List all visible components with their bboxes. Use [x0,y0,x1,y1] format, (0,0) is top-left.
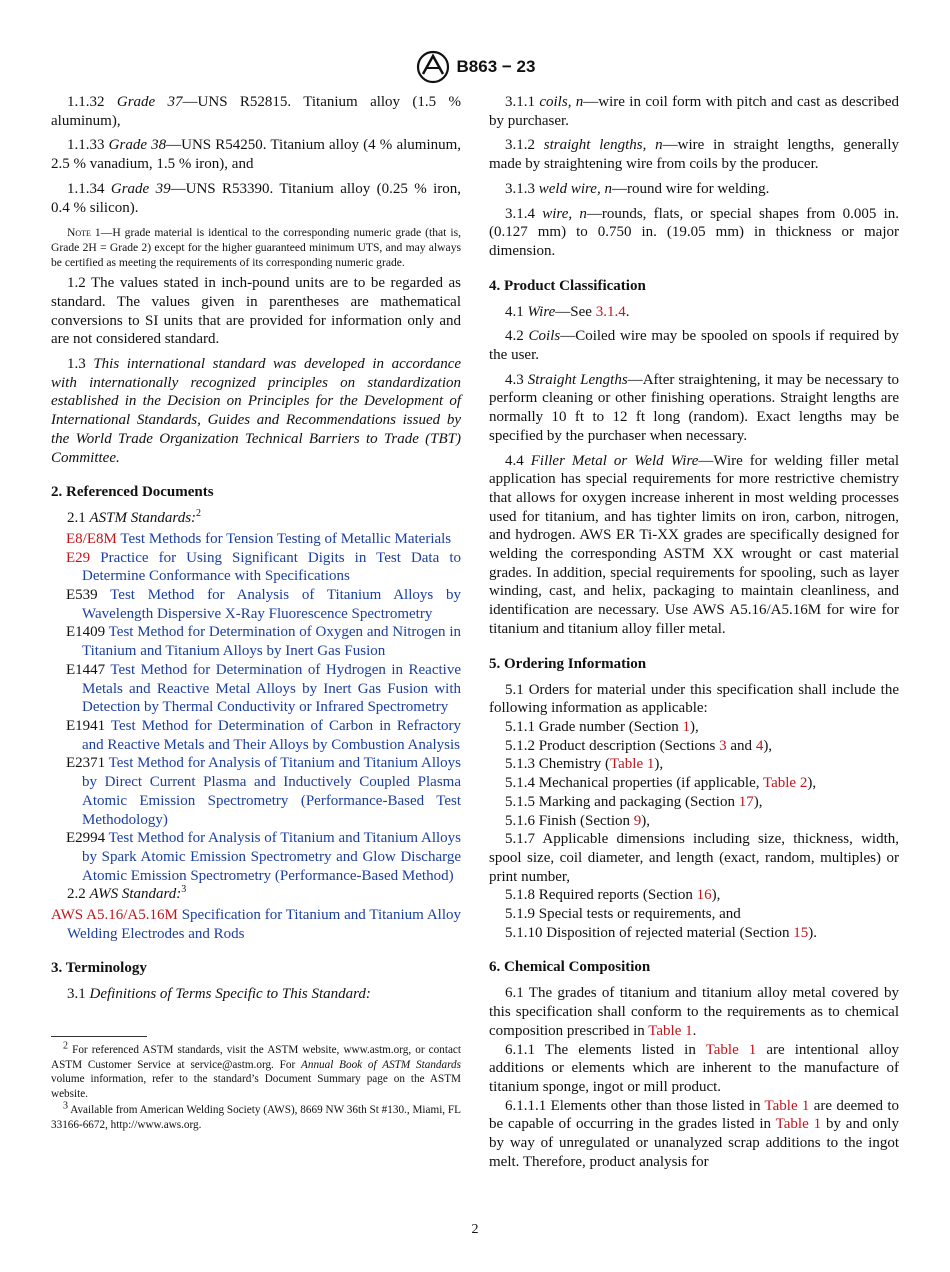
order-item-5-1-5: 5.1.5 Marking and packaging (Section 17), [505,793,763,810]
link-table-2[interactable]: Table 2 [762,775,808,792]
order-item-5-1-6: 5.1.6 Finish (Section 9), [505,812,651,829]
section-6-heading: 6. Chemical Composition [489,959,651,976]
item-1-1-33: 1.1.33 Grade 38—UNS R54250. Titanium alloy (4 % aluminum, 2.5 % vanadium, 1.5 % iron), and [51,137,462,173]
def-3-1-1: 3.1.1 coils, n—wire in coil form with pitch and cast as described by purchaser. [489,94,900,129]
link-table-1[interactable]: Table 1 [648,1022,693,1039]
footnote-3: $^3$ Available from American Welding Society (AWS), 8669 NW 36th St #130., Miami, FL 33166-6672, http://www.aws.org. [51,1100,461,1131]
order-item-5-1-9: 5.1.9 Special tests or requirements, and [505,906,741,923]
ref-e1941[interactable]: E1941 Test Method for Determination of Carbon in Refractory and Reactive Metals and Their Alloys by Combustion Analysis [66,717,461,753]
para-6-1-1: 6.1.1 The elements listed in Table 1 are intentional alloy additions or elements which are inherent to the manufacture of titanium sponge, ingot or mill product. [489,1041,899,1095]
ref-e1409[interactable]: E1409 Test Method for Determination of Oxygen and Nitrogen in Titanium and Titanium Alloys by Inert Gas Fusion [66,624,461,660]
link-table-1[interactable]: Table 1 [764,1097,810,1114]
astm-standards-label: 2.1 ASTM Standards:$^2$ [67,508,202,527]
footnote-2: $^2$ For referenced ASTM standards, visit the ASTM website, www.astm.org, or contact ASTM Customer Service at service@astm.org. For Annual Book of ASTM Standards volume information, refer to the standard’s Document Summary page on the ASTM website. [51,1040,461,1100]
note-1: Note 1—H grade material is identical to the corresponding numeric grade (that is, Grade 2H = Grade 2) except for the higher guaranteed minimum UTS, and may always be certified as meeting the requirements of its corresponding numeric grade. [51,226,462,270]
link-section-15[interactable]: 15 [793,924,809,941]
ref-e2371[interactable]: E2371 Test Method for Analysis of Titanium and Titanium Alloys by Direct Current Plasma and Inductively Coupled Plasma Atomic Emission Spectrometry (Performance-Based Test Methodology) [66,755,461,828]
item-1-1-34: 1.1.34 Grade 39—UNS R53390. Titanium alloy (0.25 % iron, 0.4 % silicon). [51,180,462,216]
def-3-1-2: 3.1.2 straight lengths, n—wire in straight lengths, generally made by straightening wire from coils by the producer. [489,137,899,173]
order-item-5-1-1: 5.1.1 Grade number (Section 1), [505,718,699,735]
order-item-5-1-3: 5.1.3 Chemistry (Table 1), [505,756,664,773]
para-3-1: 3.1 Definitions of Terms Specific to This Standard: [67,986,371,1003]
link-section-17[interactable]: 17 [738,793,754,810]
ref-e2994[interactable]: E2994 Test Method for Analysis of Titanium and Titanium Alloys by Spark Atomic Emission Spectrometry and Glow Discharge Atomic Emission Spectrometry (Performance-Based Method) [66,830,461,884]
section-5-heading: 5. Ordering Information [489,655,647,672]
left-column [51,93,461,1134]
link-table-1[interactable]: Table 1 [705,1041,757,1058]
order-item-5-1-4: 5.1.4 Mechanical properties (if applicable, Table 2), [505,775,817,792]
def-3-1-3: 3.1.3 weld wire, n—round wire for welding. [505,180,770,197]
para-4-4: 4.4 Filler Metal or Weld Wire—Wire for welding filler metal application has special requirements for more restrictive chemistry that allows for oxygen increase inherent in most welding processes used for titanium, and has tighter limits on iron, carbon, nitrogen, and hydrogen. AWS ER Ti-XX grades are specifically designed for welding the corresponding ASTM XX wrought or cast material grades. In addition, special requirements for spooling, such as layer winding, cast, and helix, packaging to maintain cleanliness, and identification are necessary. Use AWS A5.16/A5.16M for wire for titanium and titanium alloy filler metal. [489,452,900,637]
ref-e539[interactable]: E539 Test Method for Analysis of Titanium Alloys by Wavelength Dispersive X-Ray Fluorescence Spectrometry [66,587,461,622]
order-item-5-1-10: 5.1.10 Disposition of rejected material (Section 15). [505,924,818,941]
footnote-divider [51,1036,147,1037]
page-header [0,50,950,89]
para-1-3: 1.3 This international standard was developed in accordance with internationally recognized principles on standardization established in the Decision on Principles for the Development of International Standards, Guides and Recommendations issued by the World Trade Organization Technical Barriers to Trade (TBT) Committee. [51,356,462,466]
ref-aws-a5-16[interactable]: AWS A5.16/A5.16M Specification for Titanium and Titanium Alloy Welding Electrodes and Rods [51,907,461,942]
def-3-1-4: 3.1.4 wire, n—rounds, flats, or special shapes from 0.005 in. (0.127 mm) to 0.750 in. (19.05 mm) in thickness or major dimension. [489,205,899,259]
standard-designation: B863 − 23 [456,57,536,76]
para-4-3: 4.3 Straight Lengths—After straightening, it may be necessary to perform cleaning or other finishing operations. Straight lengths are normally 10 ft to 12 ft long (random). Exact lengths may be specified by the purchaser when necessary. [489,371,899,444]
para-1-2: 1.2 The values stated in inch-pound units are to be regarded as standard. The values given in parentheses are mathematical conversions to SI units that are provided for information only and are not considered standard. [51,275,461,348]
section-4-heading: 4. Product Classification [489,277,646,294]
link-section-1[interactable]: 1 [682,718,690,735]
order-item-5-1-7: 5.1.7 Applicable dimensions including size, thickness, width, spool size, coil diameter, and length (exact, random, multiples) or print number, [489,831,899,885]
para-5-1: 5.1 Orders for material under this specification shall include the following information as applicable: [489,681,899,717]
link-section-16[interactable]: 16 [696,887,712,904]
ref-e8[interactable]: E8/E8M Test Methods for Tension Testing of Metallic Materials [66,530,452,547]
link-section-3[interactable]: 3 [719,737,727,754]
para-6-1-1-1: 6.1.1.1 Elements other than those listed in Table 1 are deemed to be capable of occurring in the grades listed in Table 1 by and only by way of unregulated or unanalyzed scrap additions to the ingot melt. Therefore, product analysis for [489,1097,899,1170]
link-section-4[interactable]: 4 [755,737,764,754]
ref-e1447[interactable]: E1447 Test Method for Determination of Hydrogen in Reactive Metals and Reactive Metal Alloys by Inert Gas Fusion with Detection by Thermal Conductivity or Infrared Spectrometry [66,661,461,716]
link-3-1-4[interactable]: 3.1.4 [595,303,626,320]
para-4-1: 4.1 Wire—See 3.1.4. [505,303,630,320]
link-table-1[interactable]: Table 1 [775,1116,822,1133]
para-4-2: 4.2 Coils—Coiled wire may be spooled on spools if required by the user. [489,328,899,364]
aws-standard-label: 2.2 AWS Standard:$^3$ [67,884,187,903]
link-section-9[interactable]: 9 [633,812,642,829]
page-number: 2 [471,1222,479,1237]
item-1-1-32: 1.1.32 Grade 37—UNS R52815. Titanium alloy (1.5 % aluminum), [51,94,462,129]
para-6-1: 6.1 The grades of titanium and titanium alloy metal covered by this specification shall conform to the requirements as to chemical composition prescribed in Table 1. [489,985,899,1039]
right-column [489,93,899,1171]
link-table-1[interactable]: Table 1 [610,756,655,773]
section-2-heading: 2. Referenced Documents [51,484,214,501]
order-item-5-1-2: 5.1.2 Product description (Sections 3 and 4), [505,737,773,754]
order-item-5-1-8: 5.1.8 Required reports (Section 16), [505,887,721,904]
ref-e29[interactable]: E29 Practice for Using Significant Digits in Test Data to Determine Conformance with Specifications [66,549,461,585]
astm-logo-icon [415,50,451,84]
section-3-heading: 3. Terminology [51,960,147,977]
